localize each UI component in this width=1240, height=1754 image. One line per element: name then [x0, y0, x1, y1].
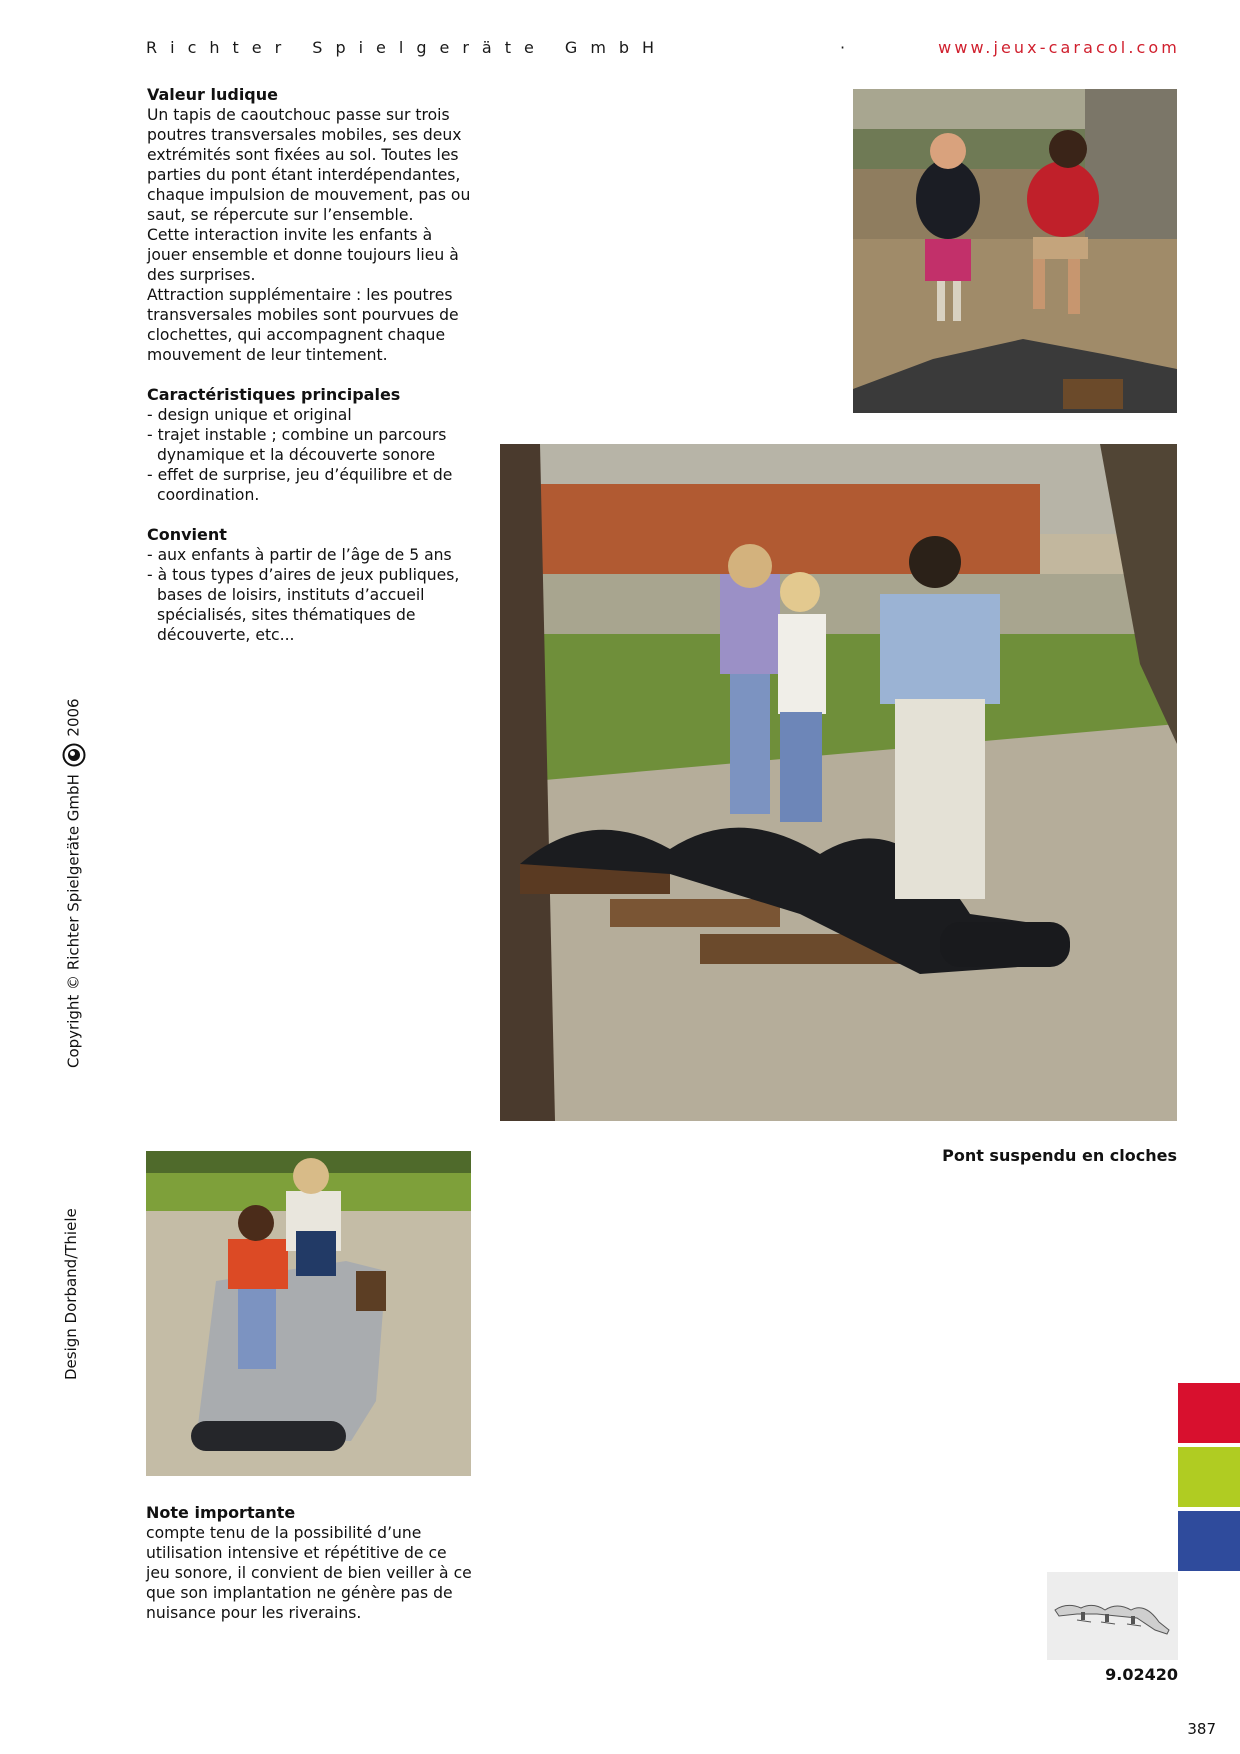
important-note	[146, 1503, 486, 1623]
header-separator: ·	[840, 38, 846, 57]
note-body	[146, 1523, 486, 1623]
section-valeur-ludique	[147, 85, 477, 365]
section-title: Caractéristiques principales	[147, 385, 401, 404]
section-title: Valeur ludique	[147, 85, 278, 104]
product-code: 9.02420	[1105, 1665, 1178, 1684]
text-line: des surprises.	[147, 266, 256, 284]
photo-family-on-bridge	[500, 444, 1177, 1121]
suitability-list	[147, 545, 477, 645]
text-line: transversales mobiles sont pourvues de	[147, 306, 459, 324]
page-number: 387	[1187, 1720, 1216, 1738]
description-column	[147, 85, 477, 665]
header-url-link[interactable]: www.jeux-caracol.com	[938, 38, 1180, 57]
section-body	[147, 105, 477, 365]
page-header	[146, 38, 1180, 62]
text-line: poutres transversales mobiles, ses deux	[147, 126, 462, 144]
text-line: mouvement de leur tintement.	[147, 346, 388, 364]
text-line: compte tenu de la possibilité d’une	[146, 1524, 422, 1542]
list-item: - effet de surprise, jeu d’équilibre et de coordination.	[147, 466, 453, 504]
section-convient	[147, 525, 477, 645]
text-line: Cette interaction invite les enfants à	[147, 226, 433, 244]
category-tab-red	[1178, 1383, 1240, 1443]
text-line: Un tapis de caoutchouc passe sur trois	[147, 106, 450, 124]
list-item: - design unique et original	[147, 406, 352, 424]
text-line: nuisance pour les riverains.	[146, 1604, 362, 1622]
text-line: jouer ensemble et donne toujours lieu à	[147, 246, 459, 264]
header-company: Richter Spielgeräte GmbH	[146, 38, 668, 57]
text-line: utilisation intensive et répétitive de ce	[146, 1544, 447, 1562]
text-line: jeu sonore, il convient de bien veiller à ce	[146, 1564, 472, 1582]
text-line: extrémités sont fixées au sol. Toutes les	[147, 146, 459, 164]
design-credit: Design Dorband/Thiele	[62, 1208, 80, 1380]
product-drawing-thumbnail	[1047, 1572, 1178, 1660]
photo-children-on-bridge	[853, 89, 1177, 413]
text-line: clochettes, qui accompagnent chaque	[147, 326, 446, 344]
list-item: - trajet instable ; combine un parcours dynamique et la découverte sonore	[147, 426, 447, 464]
text-line: Attraction supplémentaire : les poutres	[147, 286, 453, 304]
text-line: parties du pont étant interdépendantes,	[147, 166, 461, 184]
copyright-text: Copyright © Richter Spielgeräte GmbH	[64, 774, 83, 1068]
section-title: Convient	[147, 525, 227, 544]
brand-logo-icon	[62, 743, 86, 767]
category-tab-blue	[1178, 1511, 1240, 1571]
category-tab-green	[1178, 1447, 1240, 1507]
text-line: que son implantation ne génère pas de	[146, 1584, 453, 1602]
section-caracteristiques	[147, 385, 477, 505]
note-title: Note importante	[146, 1503, 296, 1522]
photo-child-playing	[146, 1151, 471, 1476]
text-line: saut, se répercute sur l’ensemble.	[147, 206, 414, 224]
feature-list	[147, 405, 477, 505]
list-item: - à tous types d’aires de jeux publiques, bases de loisirs, instituts d’accueil spécialisés, sites thématiques de découverte, etc...	[147, 566, 460, 644]
copyright-notice	[62, 698, 86, 1068]
photo-caption: Pont suspendu en cloches	[942, 1146, 1177, 1165]
list-item: - aux enfants à partir de l’âge de 5 ans	[147, 546, 452, 564]
text-line: chaque impulsion de mouvement, pas ou	[147, 186, 471, 204]
copyright-year: 2006	[64, 698, 83, 737]
